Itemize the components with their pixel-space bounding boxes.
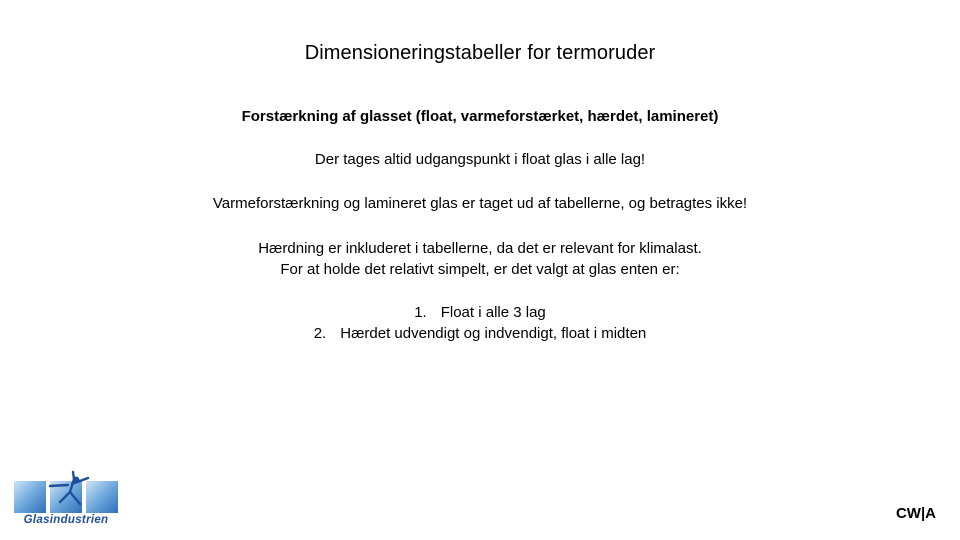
list-item-number: 2. (313, 325, 327, 342)
subheading: Forstærkning af glasset (float, varmeforstærket, hærdet, lamineret) (241, 108, 719, 125)
list-item (0, 302, 960, 323)
paragraph-tempering-line-2: For at holde det relativt simpelt, er det valgt at glas enten er: (280, 261, 680, 278)
slide-title: Dimensioneringstabeller for termoruder (304, 42, 656, 64)
paragraph-tempering (0, 238, 960, 280)
author-mark: CW|A (895, 505, 936, 522)
list-item-number: 1. (414, 304, 427, 321)
list-item-text: Float i alle 3 lag (440, 304, 546, 321)
list-item (0, 323, 960, 344)
paragraph-float: Der tages altid udgangspunkt i float glas i alle lag! (314, 151, 646, 168)
logo-wordmark: Glasindustrien (23, 514, 109, 526)
paragraph-excluded: Varmeforstærkning og lamineret glas er taget ud af tabellerne, og betragtes ikke! (212, 195, 748, 212)
list-item-text: Hærdet udvendigt og indvendigt, float i midten (340, 325, 647, 342)
numbered-list (0, 302, 960, 344)
glasindustrien-logo (10, 470, 122, 532)
paragraph-tempering-line-1: Hærdning er inkluderet i tabellerne, da det er relevant for klimalast. (258, 240, 702, 257)
logo-graphic (10, 470, 122, 516)
